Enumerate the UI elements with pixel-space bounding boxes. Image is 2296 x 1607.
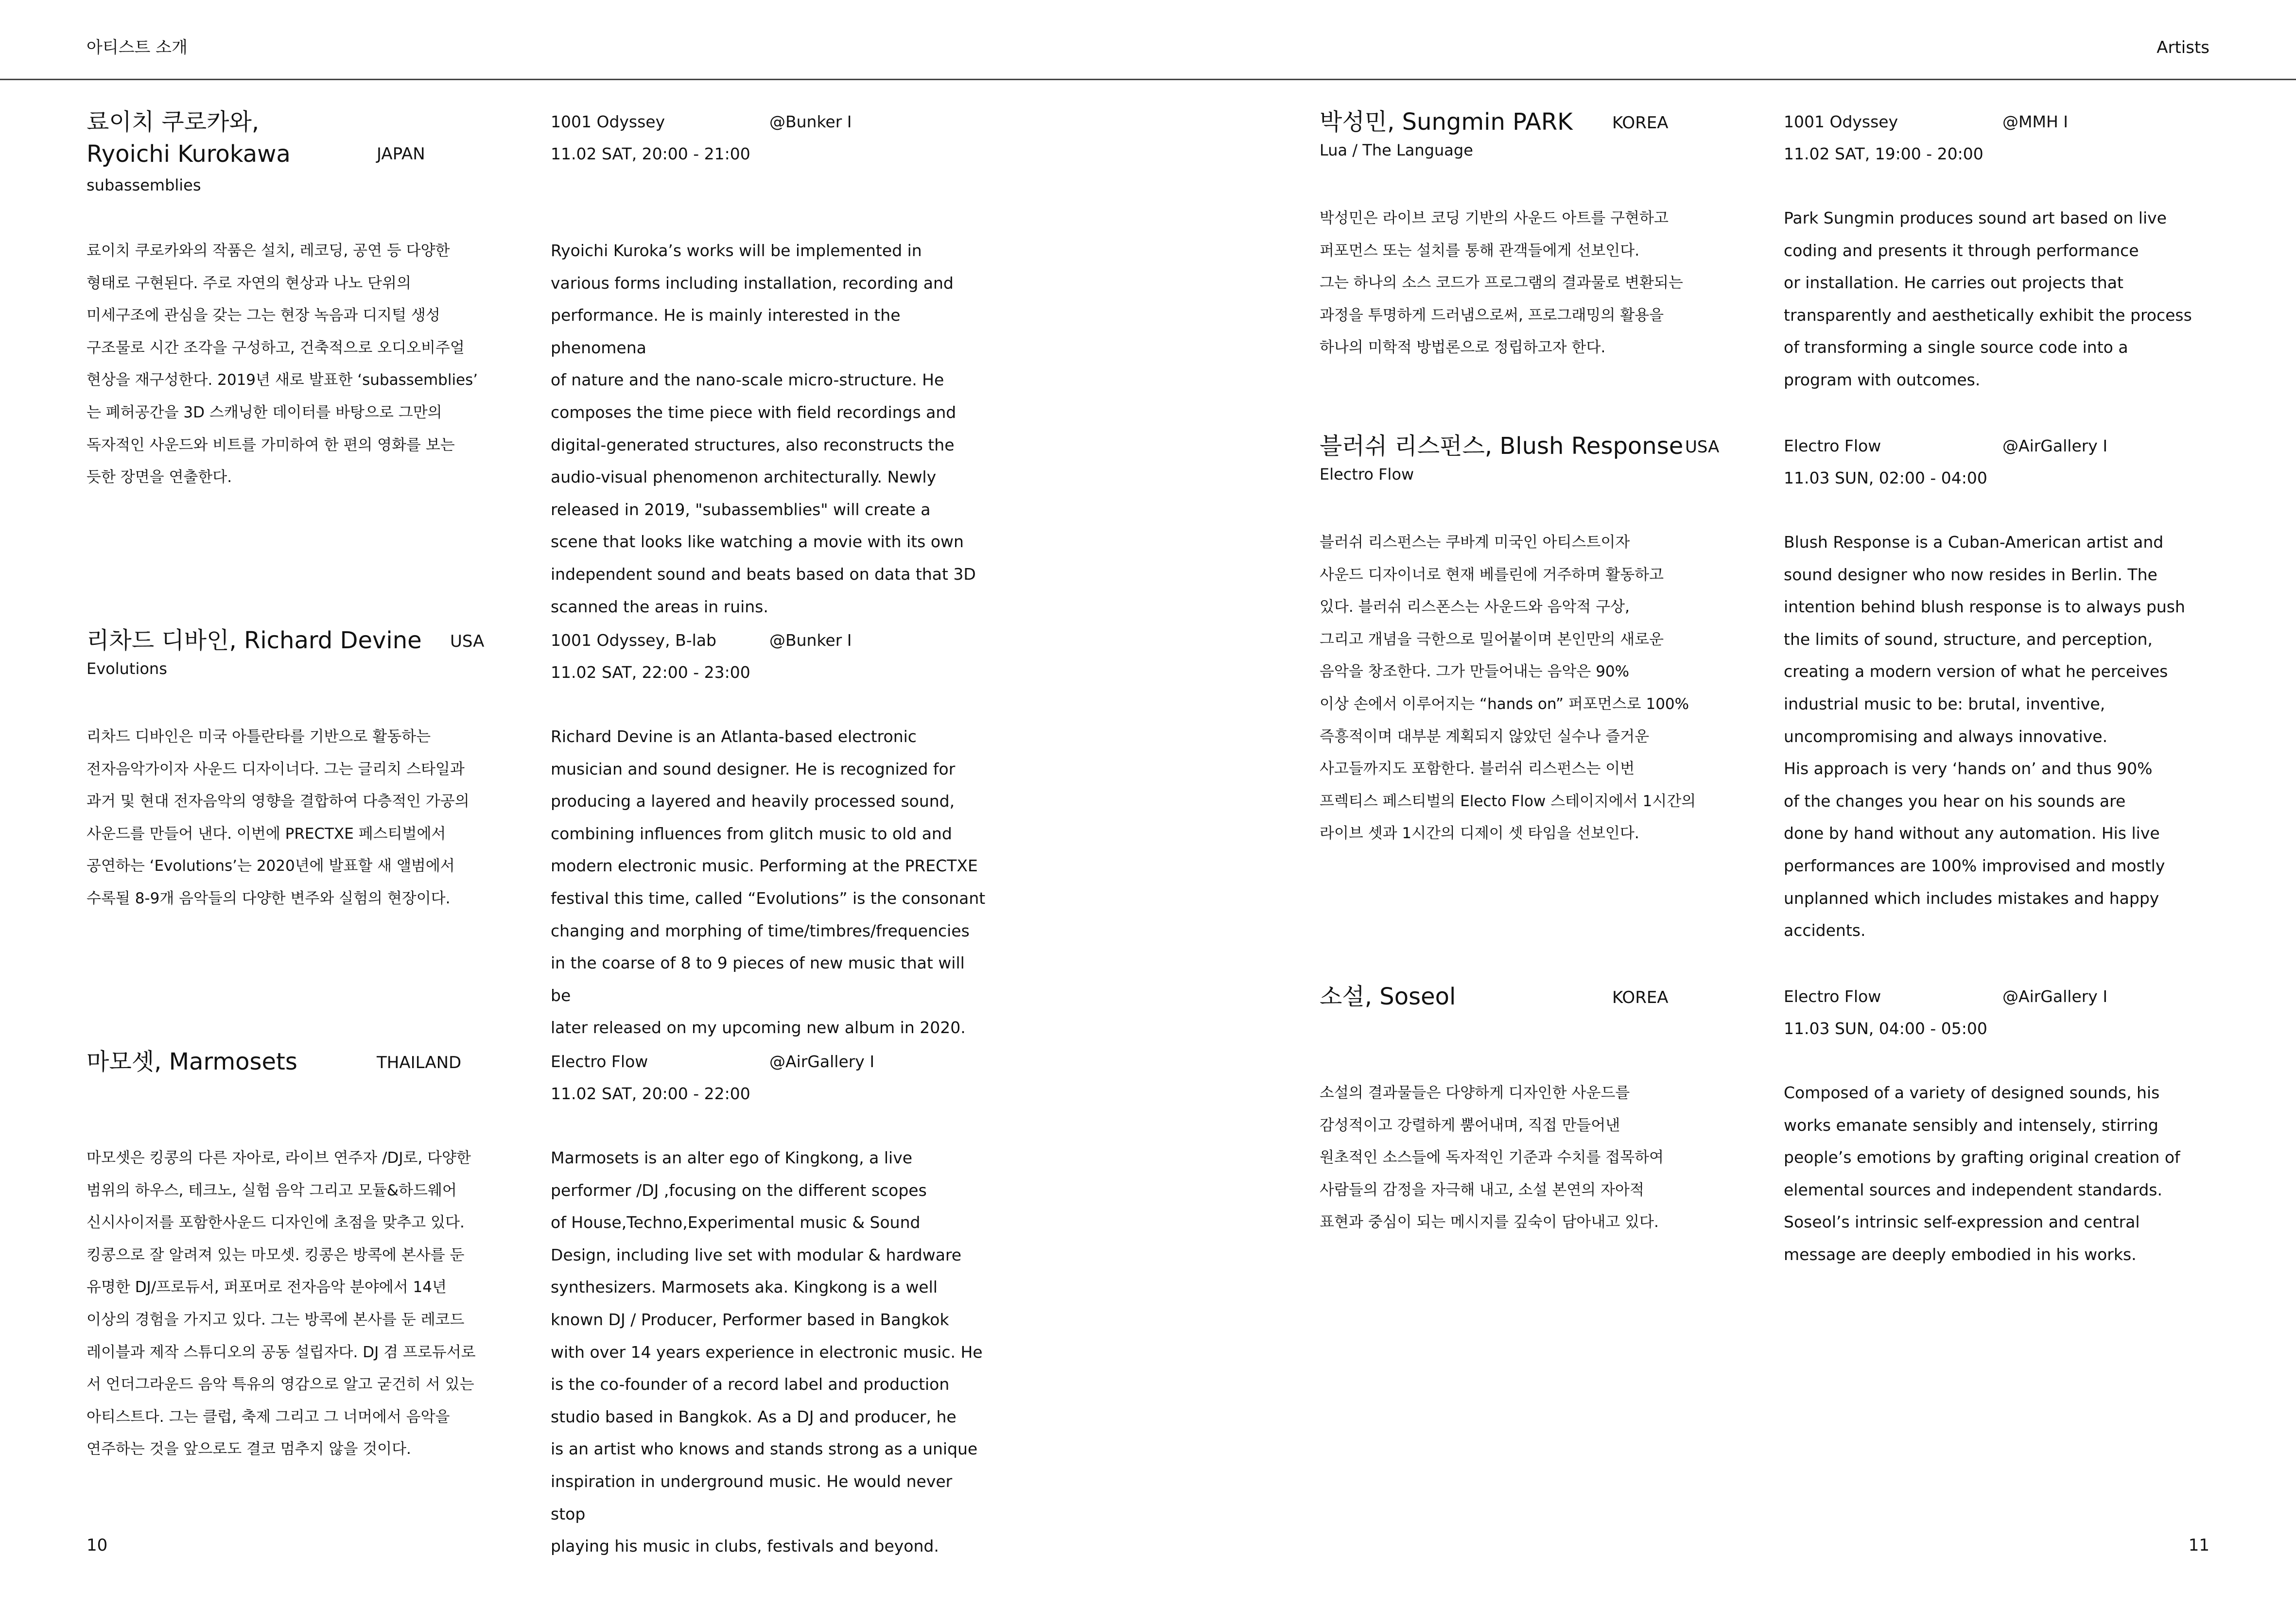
performance-venue: @AirGallery I: [769, 1052, 875, 1071]
performance-venue: @Bunker I: [769, 112, 852, 131]
performance-stage: Electro Flow: [551, 1052, 648, 1071]
artist-description-en: Ryoichi Kuroka’s works will be implemented in various forms including installation, recording and performance. He is mainly interested in the phenomena of nature and the nano-scale micro-structure. He composes the time piece with field recordings and digital-generated structures, also reconstructs the audio-visual phenomenon architecturally. Newly released in 2019, "subassemblies" will create a scene that looks like watching a movie with its own independent sound and beats based on data that 3D scanned the areas in ruins.: [551, 241, 976, 616]
artist-country: USA: [450, 632, 485, 651]
artist-country: JAPAN: [377, 144, 425, 164]
performance-datetime: 11.02 SAT, 20:00 - 21:00: [551, 144, 750, 163]
artist-work-title: Lua / The Language: [1320, 141, 1473, 159]
artist-description-ko: 리차드 디바인은 미국 아틀란타를 기반으로 활동하는 전자음악가이자 사운드 디자이너다. 그는 글리치 스타일과 과거 및 현대 전자음악의 영향을 결합하여 다층적인 가공의 사운드를 만들어 낸다. 이번에 PRECTXE 페스티벌에서 공연하는 ‘Evolutions’는 2020년에 발표할 새 앨범에서 수록될 8-9개 음악들의 다양한 변주와 실험의 현장이다.: [87, 728, 470, 907]
artist-name: 마모셋, Marmosets: [87, 1048, 297, 1075]
artist-name: [87, 106, 291, 170]
artist-name: 소설, Soseol: [1320, 983, 1456, 1010]
performance-stage: Electro Flow: [1784, 436, 1881, 455]
artist-description-ko: 료이치 쿠로카와의 작품은 설치, 레코딩, 공연 등 다양한 형태로 구현된다. 주로 자연의 현상과 나노 단위의 미세구조에 관심을 갖는 그는 현장 녹음과 디지털 생성 구조물로 시간 조각을 구성하고, 건축적으로 오디오비주얼 현상을 재구성한다. 2019년 새로 발표한 ‘subassemblies’ 는 폐허공간을 3D 스캐닝한 데이터를 바탕으로 그만의 독자적인 사운드와 비트를 가미하여 한 편의 영화를 보는 듯한 장면을 연출한다.: [87, 242, 478, 486]
page-number-right: 11: [2188, 1536, 2209, 1555]
performance-venue: @Bunker I: [769, 631, 852, 650]
artist-description-en: Marmosets is an alter ego of Kingkong, a live performer /DJ ,focusing on the different scopes of House,Techno,Experimental music & Sound Design, including live set with modular & hardware synthesizers. Marmosets aka. Kingkong is a well known DJ / Producer, Performer based in Bangkok with over 14 years experience in electronic music. He is the co-founder of a record label and production studio based in Bangkok. As a DJ and producer, he is an artist who knows and stands strong as a unique inspiration in underground music. He would never stop playing his music in clubs, festivals and beyond.: [551, 1148, 983, 1556]
artist-description-en: Richard Devine is an Atlanta-based electronic musician and sound designer. He is recognized for producing a layered and heavily processed sound, combining influences from glitch music to old and modern electronic music. Performing at the PRECTXE festival this time, called “Evolutions” is the consonant changing and morphing of time/timbres/frequencies in the coarse of 8 to 9 pieces of new music that will be later released on my upcoming new album in 2020.: [551, 727, 986, 1037]
performance-datetime: 11.03 SUN, 04:00 - 05:00: [1784, 1019, 1987, 1038]
artist-name: 리차드 디바인, Richard Devine: [87, 627, 422, 654]
running-head-right: Artists: [2157, 38, 2209, 57]
performance-info: [551, 624, 852, 689]
performance-info: [1784, 981, 2108, 1045]
performance-info: [1784, 106, 2068, 170]
artist-description-ko: 마모셋은 킹콩의 다른 자아로, 라이브 연주자 /DJ로, 다양한 범위의 하우스, 테크노, 실험 음악 그리고 모듈&하드웨어 신시사이저를 포함한사운드 디자인에 초점을 맞추고 있다. 킹콩으로 잘 알려져 있는 마모셋. 킹콩은 방콕에 본사를 둔 유명한 DJ/프로듀서, 퍼포머로 전자음악 분야에서 14년 이상의 경험을 가지고 있다. 그는 방콕에 본사를 둔 레코드 레이블과 제작 스튜디오의 공동 설립자다. DJ 겸 프로듀서로 서 언더그라운드 음악 특유의 영감으로 알고 굳건히 서 있는 아티스트다. 그는 클럽, 축제 그리고 그 너머에서 음악을 연주하는 것을 앞으로도 결코 멈추지 않을 것이다.: [87, 1149, 476, 1458]
performance-venue: @AirGallery I: [2002, 436, 2108, 455]
artist-work-title: subassemblies: [87, 176, 201, 194]
artist-description-ko: 박성민은 라이브 코딩 기반의 사운드 아트를 구현하고 퍼포먼스 또는 설치를 통해 관객들에게 선보인다. 그는 하나의 소스 코드가 프로그램의 결과물로 변환되는 과정을 투명하게 드러냄으로써, 프로그래밍의 활용을 하나의 미학적 방법론으로 정립하고자 한다.: [1320, 209, 1683, 357]
performance-info: [551, 1046, 875, 1110]
artist-description-en: Blush Response is a Cuban-American artist and sound designer who now resides in Berlin. The intention behind blush response is to always push the limits of sound, structure, and perception, creating a modern version of what he perceives industrial music to be: brutal, inventive, uncompromising and always innovative. His approach is very ‘hands on’ and thus 90% of the changes you hear on his sounds are done by hand without any automation. His live performances are 100% improvised and mostly unplanned which includes mistakes and happy accidents.: [1784, 533, 2185, 940]
artist-name-ko: 료이치 쿠로카와,: [87, 108, 260, 136]
page-number-left: 10: [87, 1536, 108, 1555]
performance-venue: @MMH I: [2002, 112, 2068, 131]
artist-description-en: Composed of a variety of designed sounds, his works emanate sensibly and intensely, stirring people’s emotions by grafting original creation of elemental sources and independent standards. Soseol’s intrinsic self-expression and central message are deeply embodied in his works.: [1784, 1083, 2180, 1264]
artist-description-ko: 소설의 결과물들은 다양하게 디자인한 사운드를 감성적이고 강렬하게 뿜어내며, 직접 만들어낸 원초적인 소스들에 독자적인 기준과 수치를 접목하여 사람들의 감정을 자극해 내고, 소설 본연의 자아적 표현과 중심이 되는 메시지를 깊숙이 담아내고 있다.: [1320, 1084, 1664, 1231]
artist-description-ko: 블러쉬 리스펀스는 쿠바계 미국인 아티스트이자 사운드 디자이너로 현재 베를린에 거주하며 활동하고 있다. 블러쉬 리스폰스는 사운드와 음악적 구상, 그리고 개념을 극한으로 밀어붙이며 본인만의 새로운 음악을 창조한다. 그가 만들어내는 음악은 90% 이상 손에서 이루어지는 “hands on” 퍼포먼스로 100% 즉흥적이며 대부분 계획되지 않았던 실수나 즐거운 사고들까지도 포함한다. 블러쉬 리스펀스는 이번 프렉티스 페스티벌의 Electo Flow 스테이지에서 1시간의 라이브 셋과 1시간의 디제이 셋 타임을 선보인다.: [1320, 534, 1696, 843]
artist-work-title: Evolutions: [87, 659, 167, 678]
performance-stage: Electro Flow: [1784, 987, 1881, 1006]
performance-datetime: 11.03 SUN, 02:00 - 04:00: [1784, 468, 1987, 487]
performance-info: [1784, 430, 2108, 494]
artist-country: KOREA: [1612, 988, 1669, 1007]
artist-name: 블러쉬 리스펀스, Blush Response: [1320, 432, 1684, 460]
performance-datetime: 11.02 SAT, 19:00 - 20:00: [1784, 144, 1983, 163]
artist-country: THAILAND: [377, 1053, 462, 1072]
artist-name: 박성민, Sungmin PARK: [1320, 108, 1573, 136]
artist-work-title: Electro Flow: [1320, 465, 1414, 484]
performance-stage: 1001 Odyssey: [551, 112, 665, 131]
artist-name-en: Ryoichi Kurokawa: [87, 140, 291, 168]
performance-info: [551, 106, 852, 170]
performance-stage: 1001 Odyssey, B-lab: [551, 631, 717, 650]
running-head-left: 아티스트 소개: [87, 38, 188, 57]
artist-description-en: Park Sungmin produces sound art based on live coding and presents it through performance or installation. He carries out projects that transparently and aesthetically exhibit the process of transforming a single source code into a program with outcomes.: [1784, 208, 2192, 389]
performance-datetime: 11.02 SAT, 20:00 - 22:00: [551, 1084, 750, 1103]
artist-country: KOREA: [1612, 113, 1669, 133]
performance-venue: @AirGallery I: [2002, 987, 2108, 1006]
header-rule: [0, 79, 2296, 80]
performance-stage: 1001 Odyssey: [1784, 112, 1898, 131]
performance-datetime: 11.02 SAT, 22:00 - 23:00: [551, 663, 750, 682]
artist-country: USA: [1685, 437, 1720, 457]
